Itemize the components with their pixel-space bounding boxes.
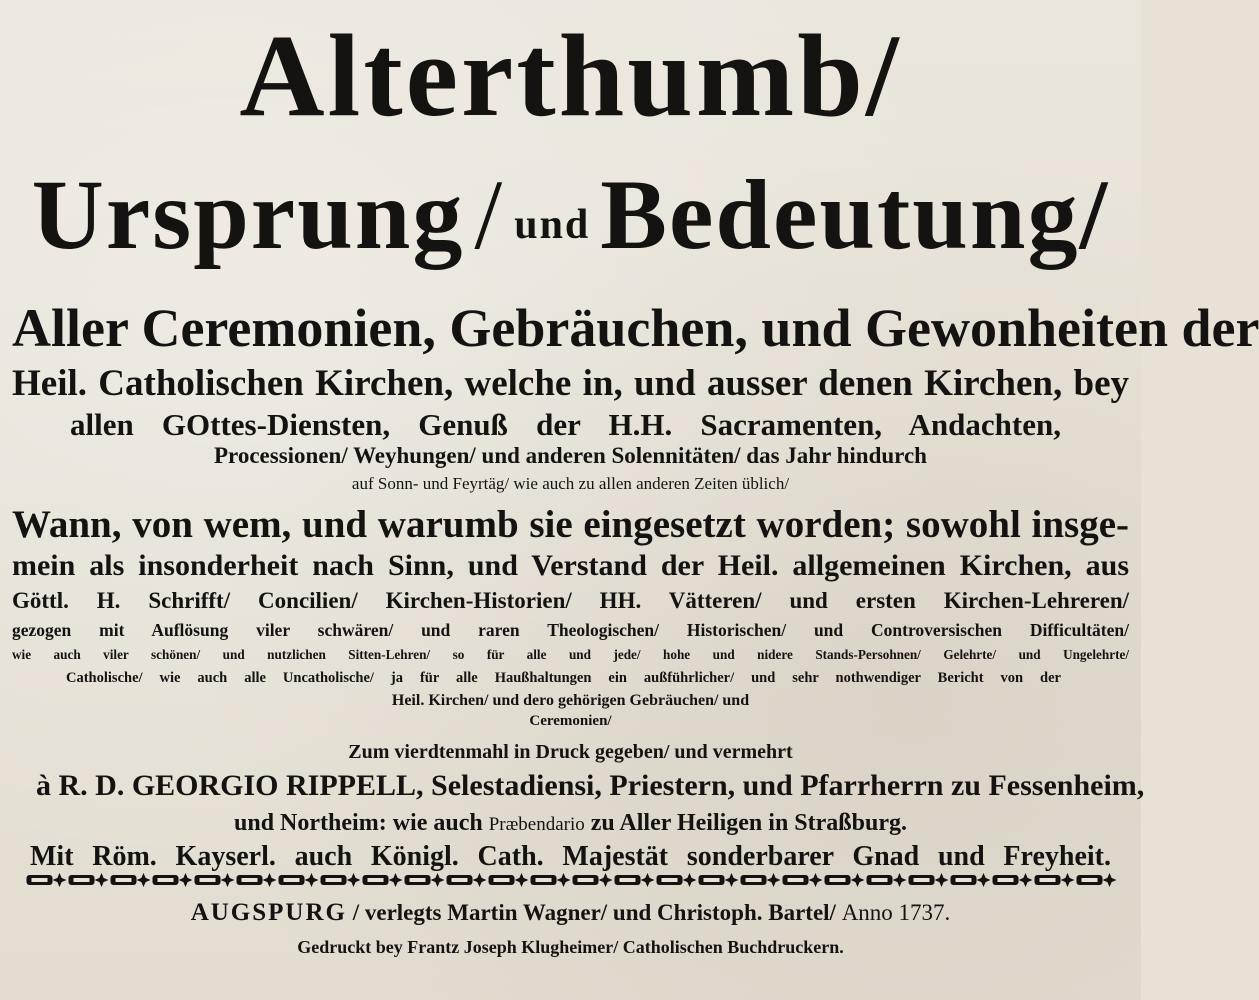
title-ursprung: Ursprung: [31, 159, 465, 270]
divider-fleuron: [305, 873, 319, 887]
divider-fleuron: [473, 873, 487, 887]
divider-link-hollow: [914, 878, 930, 882]
author-line-2: und Northeim: wie auch Præbendario zu Aller Heiligen in Straßburg.: [234, 810, 907, 836]
divider-fleuron: [1061, 873, 1075, 887]
title-separator: /: [474, 159, 505, 270]
divider-link-hollow: [1040, 878, 1056, 882]
title-alterthumb: Alterthumb/: [239, 10, 902, 141]
divider-fleuron: [95, 873, 109, 887]
divider-link-hollow: [788, 878, 804, 882]
subtitle-line-13: Catholische/ wie auch alle Uncatholische/ ja für alle Haußhaltungen ein außführlicher/ und sehr nothwendiger Bericht von der: [66, 670, 1061, 686]
subtitle-line-11: gezogen mit Auflösung viler schwären/ und raren Theologischen/ Historischen/ und Controversischen Difficultäten/: [12, 620, 1129, 640]
divider-link-hollow: [74, 878, 90, 882]
subtitle-line-8: Wann, von wem, und warumb sie eingesetzt worden; sowohl insge-: [12, 503, 1129, 546]
author-line: à R. D. GEORGIO RIPPELL, Selestadiensi, Priestern, und Pfarrherrn zu Fessenheim,: [36, 769, 1145, 802]
divider-link-hollow: [536, 878, 552, 882]
divider-link-hollow: [998, 878, 1014, 882]
divider-link-hollow: [284, 878, 300, 882]
divider-fleuron: [179, 873, 193, 887]
subtitle-line-12: wie auch viler schönen/ und nutzlichen Sitten-Lehren/ so für alle und jede/ hohe und nidere Stands-Persohnen/ Gelehrte/ und Ungelehrte/: [12, 647, 1129, 662]
divider-fleuron: [725, 873, 739, 887]
subtitle-line-10: Göttl. H. Schrifft/ Concilien/ Kirchen-Historien/ HH. Vätteren/ und ersten Kirchen-Lehreren/: [12, 588, 1129, 613]
divider-link-hollow: [830, 878, 846, 882]
divider-fleuron: [347, 873, 361, 887]
privilege-line: Mit Röm. Kayserl. auch Königl. Cath. Majestät sonderbarer Gnad und Freyheit.: [30, 841, 1111, 872]
divider-fleuron: [977, 873, 991, 887]
divider-fleuron: [389, 873, 403, 887]
divider-link-hollow: [452, 878, 468, 882]
subtitle-line-14: Heil. Kirchen/ und dero gehörigen Gebräuchen/ und: [391, 692, 750, 709]
divider-link-hollow: [242, 878, 258, 882]
divider-link-hollow: [746, 878, 762, 882]
subtitle-line-3: Aller Ceremonien, Gebräuchen, und Gewonheiten der: [12, 298, 1259, 358]
divider-link-hollow: [368, 878, 384, 882]
divider-fleuron: [263, 873, 277, 887]
divider-link-hollow: [956, 878, 972, 882]
edition-line: Zum vierdtenmahl in Druck gegeben/ und vermehrt: [348, 741, 793, 763]
divider-link-hollow: [32, 878, 48, 882]
subtitle-line-15: Ceremonien/: [529, 713, 612, 729]
divider-link-hollow: [158, 878, 174, 882]
divider-link-hollow: [494, 878, 510, 882]
divider-link-hollow: [200, 878, 216, 882]
divider-fleuron: [641, 873, 655, 887]
divider-link-hollow: [116, 878, 132, 882]
divider-fleuron: [893, 873, 907, 887]
divider-fleuron: [851, 873, 865, 887]
title-line-2: [0, 150, 1141, 290]
divider-fleuron: [599, 873, 613, 887]
divider-link-hollow: [704, 878, 720, 882]
subtitle-line-6: Processionen/ Weyhungen/ und anderen Solennitäten/ das Jahr hindurch: [214, 443, 927, 468]
divider-fleuron: [767, 873, 781, 887]
divider-fleuron: [683, 873, 697, 887]
fleuron-divider-icon: [10, 868, 1131, 892]
printer-line: Gedruckt bey Frantz Joseph Klugheimer/ Catholischen Buchdruckern.: [297, 937, 844, 957]
imprint-line: AUGSPURG / verlegts Martin Wagner/ und Christoph. Bartel/ Anno 1737.: [190, 899, 951, 926]
subtitle-line-7: auf Sonn- und Feyrtäg/ wie auch zu allen anderen Zeiten üblich/: [351, 474, 790, 493]
divider-fleuron: [1019, 873, 1033, 887]
divider-link-hollow: [326, 878, 342, 882]
divider-fleuron: [137, 873, 151, 887]
divider-fleuron: [515, 873, 529, 887]
divider-link-hollow: [662, 878, 678, 882]
title-bedeutung: Bedeutung/: [600, 159, 1110, 270]
divider-fleuron: [53, 873, 67, 887]
title-und: und: [514, 202, 591, 249]
divider-link-hollow: [410, 878, 426, 882]
subtitle-line-9: mein als insonderheit nach Sinn, und Verstand der Heil. allgemeinen Kirchen, aus: [12, 549, 1129, 582]
divider-link-hollow: [578, 878, 594, 882]
divider-fleuron: [809, 873, 823, 887]
divider-fleuron: [935, 873, 949, 887]
divider-link-hollow: [872, 878, 888, 882]
divider-fleuron: [221, 873, 235, 887]
divider-fleuron: [1103, 873, 1117, 887]
divider-link-hollow: [620, 878, 636, 882]
subtitle-line-5: allen GOttes-Diensten, Genuß der H.H. Sacramenten, Andachten,: [70, 407, 1061, 442]
title-line-1: [0, 6, 1141, 146]
divider-link-hollow: [1082, 878, 1098, 882]
divider-fleuron: [431, 873, 445, 887]
divider-fleuron: [557, 873, 571, 887]
subtitle-line-4: Heil. Catholischen Kirchen, welche in, und ausser denen Kirchen, bey: [12, 363, 1129, 404]
